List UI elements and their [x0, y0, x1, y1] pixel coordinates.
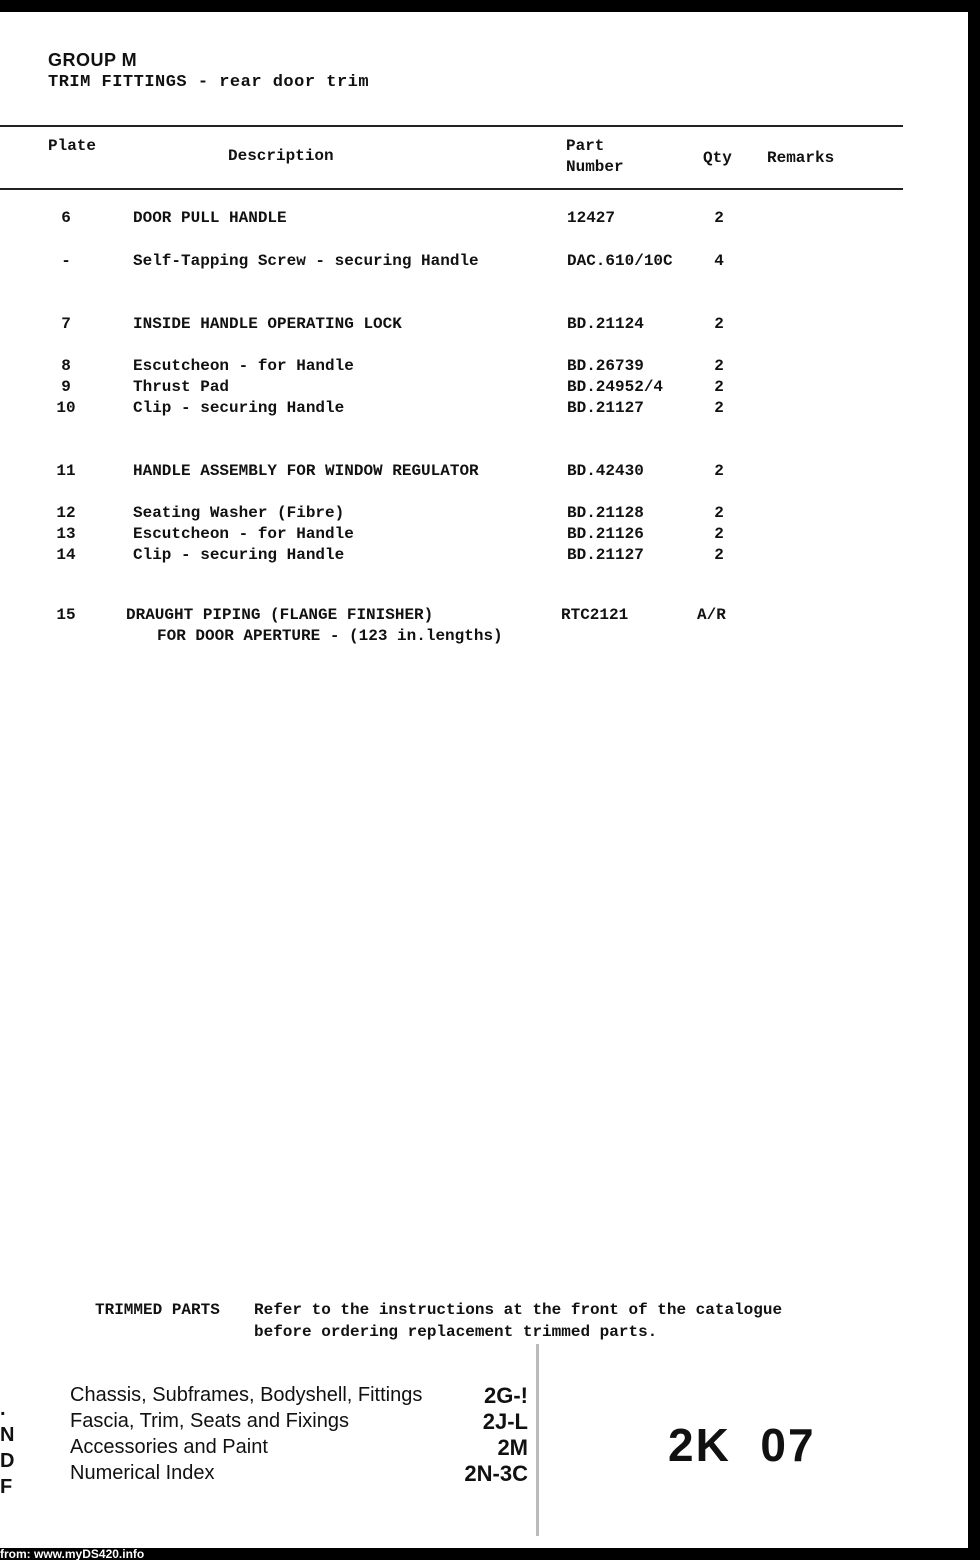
edge-tab-letter: .: [0, 1398, 6, 1420]
row-qty: 2: [714, 462, 724, 480]
part-number-header-line2: Number: [566, 158, 624, 176]
row-description: Escutcheon - for Handle: [133, 525, 354, 543]
row-qty: 2: [714, 378, 724, 396]
trimmed-parts-label: TRIMMED PARTS: [95, 1301, 220, 1319]
scan-border-top: [0, 0, 980, 12]
row-part-number: BD.21127: [567, 546, 644, 564]
table-top-rule: [0, 125, 903, 127]
part-number-header-line1: Part: [566, 137, 605, 155]
trimmed-parts-note-line2: before ordering replacement trimmed parts.: [254, 1323, 658, 1341]
row-description: Clip - securing Handle: [133, 546, 345, 564]
row-part-number: BD.21124: [567, 315, 644, 333]
index-item-label: Fascia, Trim, Seats and Fixings: [70, 1410, 349, 1432]
row-plate: 12: [56, 504, 76, 522]
row-qty: A/R: [697, 606, 726, 624]
row-description: Thrust Pad: [133, 378, 230, 396]
row-description: HANDLE ASSEMBLY FOR WINDOW REGULATOR: [133, 462, 479, 480]
row-plate: 7: [61, 315, 71, 333]
row-qty: 2: [714, 315, 724, 333]
catalogue-index-footer: [0, 1344, 968, 1536]
row-description: Clip - securing Handle: [133, 399, 345, 417]
row-plate: 10: [56, 399, 76, 417]
row-description: Escutcheon - for Handle: [133, 357, 354, 375]
row-part-number: 12427: [567, 209, 616, 227]
scan-border-right: [968, 0, 980, 1560]
group-heading: GROUP M: [48, 50, 138, 70]
row-part-number: RTC2121: [561, 606, 629, 624]
section-title: TRIM FITTINGS - rear door trim: [48, 73, 370, 92]
index-item-code: 2N-3C: [464, 1461, 528, 1486]
row-part-number: BD.26739: [567, 357, 644, 375]
row-description: DOOR PULL HANDLE: [133, 209, 287, 227]
row-qty: 2: [714, 504, 724, 522]
edge-tab-letter: D: [0, 1450, 15, 1472]
index-item-label: Numerical Index: [70, 1462, 215, 1484]
fiche-number: 2K 07: [668, 1419, 816, 1471]
row-plate: 9: [61, 378, 71, 396]
row-description: DRAUGHT PIPING (FLANGE FINISHER): [126, 606, 434, 624]
index-item-label: Chassis, Subframes, Bodyshell, Fittings: [70, 1384, 423, 1406]
qty-header: Qty: [703, 149, 732, 167]
row-qty: 2: [714, 357, 724, 375]
row-part-number: BD.21126: [567, 525, 644, 543]
row-plate: 6: [61, 209, 71, 227]
row-plate: -: [61, 252, 71, 270]
index-item-code: 2G-!: [484, 1383, 528, 1408]
row-plate: 14: [56, 546, 76, 564]
row-part-number: BD.21128: [567, 504, 644, 522]
table-header-rule: [0, 188, 903, 190]
edge-tab-letter: N: [0, 1424, 15, 1446]
row-plate: 11: [56, 462, 76, 480]
row-plate: 15: [56, 606, 76, 624]
row-qty: 2: [714, 546, 724, 564]
trimmed-parts-note-line1: Refer to the instructions at the front of the catalogue: [254, 1301, 783, 1319]
scan-border-bottom: [0, 1548, 980, 1560]
row-qty: 2: [714, 209, 724, 227]
row-qty: 2: [714, 399, 724, 417]
row-description: INSIDE HANDLE OPERATING LOCK: [133, 315, 402, 333]
row-part-number: BD.21127: [567, 399, 644, 417]
row-part-number: BD.24952/4: [567, 378, 664, 396]
row-qty: 2: [714, 525, 724, 543]
index-item-code: 2M: [497, 1435, 528, 1460]
index-item-label: Accessories and Paint: [70, 1436, 268, 1458]
catalogue-page: [0, 12, 968, 1548]
source-watermark: from: www.myDS420.info: [0, 1547, 145, 1561]
row-plate: 8: [61, 357, 71, 375]
row-part-number: DAC.610/10C: [567, 252, 673, 270]
row-description-continued: FOR DOOR APERTURE - (123 in.lengths): [157, 627, 503, 645]
remarks-header: Remarks: [767, 149, 835, 167]
footer-divider: [536, 1344, 539, 1536]
row-description: Seating Washer (Fibre): [133, 504, 345, 522]
plate-header: Plate: [48, 137, 97, 155]
edge-tab-letter: F: [0, 1476, 13, 1498]
row-qty: 4: [714, 252, 724, 270]
row-plate: 13: [56, 525, 76, 543]
row-description: Self-Tapping Screw - securing Handle: [133, 252, 479, 270]
index-item-code: 2J-L: [482, 1409, 528, 1434]
row-part-number: BD.42430: [567, 462, 644, 480]
description-header: Description: [228, 147, 334, 165]
